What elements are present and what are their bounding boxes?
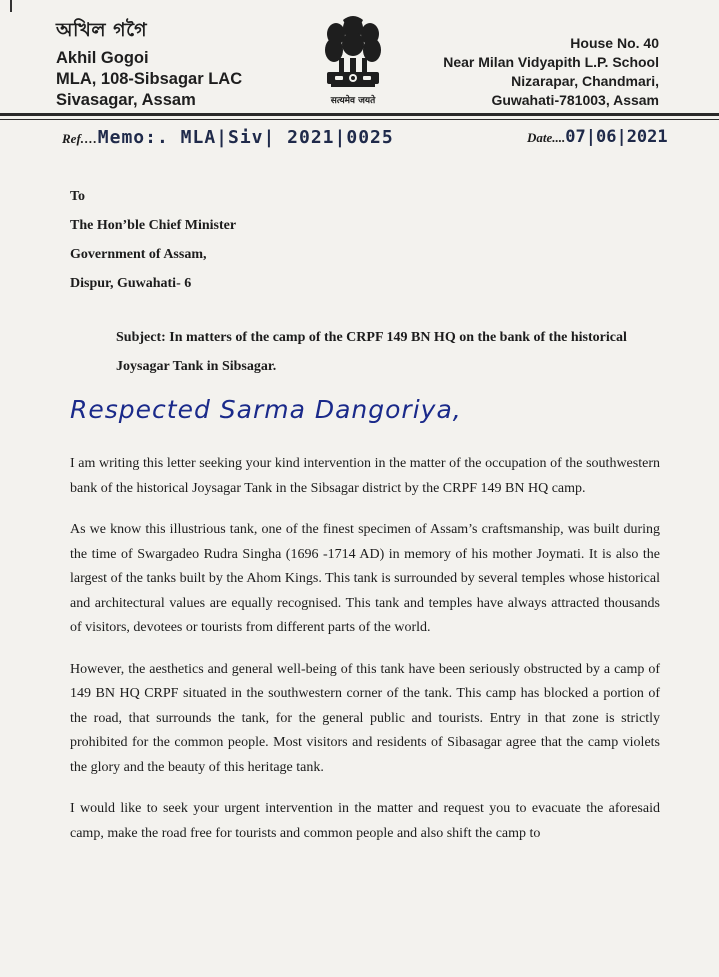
address-line: House No. 40 bbox=[570, 35, 659, 51]
header-rule-thick bbox=[0, 113, 719, 116]
recipient-block bbox=[70, 182, 236, 298]
sender-location: Sivasagar, Assam bbox=[56, 91, 196, 109]
letter-body bbox=[70, 452, 660, 863]
subject-line-2: Joysagar Tank in Sibsagar. bbox=[116, 359, 277, 374]
date-label: Date bbox=[527, 130, 553, 145]
ref-value: Memo:. MLA|Siv| 2021|0025 bbox=[97, 127, 394, 148]
recipient-line: Government of Assam, bbox=[70, 247, 207, 262]
recipient-line: The Hon’ble Chief Minister bbox=[70, 218, 237, 233]
margin-mark bbox=[10, 0, 12, 12]
sender-designation: MLA, 108-Sibsagar LAC bbox=[56, 70, 243, 88]
date-dots: .... bbox=[552, 130, 566, 145]
reference-number bbox=[62, 127, 394, 148]
header-rule-thin bbox=[0, 119, 719, 120]
address-line: Nizarapar, Chandmari, bbox=[511, 73, 659, 89]
recipient-line: Dispur, Guwahati- 6 bbox=[70, 276, 192, 291]
body-paragraph: I am writing this letter seeking your kind intervention in the matter of the occupation of the southwestern bank of the historical Joysagar Tank in the Sibsagar district by the CRPF 149 BN HQ camp. bbox=[70, 456, 660, 496]
sender-name: Akhil Gogoi bbox=[56, 49, 149, 67]
subject-line bbox=[116, 323, 676, 381]
ref-dots: .... bbox=[80, 131, 98, 146]
body-paragraph: As we know this illustrious tank, one of the finest specimen of Assam’s craftsmanship, was built during the time of Swargadeo Rudra Singha (1696 -1714 AD) in memory of his mother Joymati. It is also the largest of the tanks built by the Ahom Kings. This tank is surrounded by several temples whose historical and architectural values are equally recognised. This tank and temples have always attracted thousands of visitors, devotees or tourists from different parts of the world. bbox=[70, 522, 660, 635]
letter-date bbox=[527, 127, 668, 147]
date-value: 07|06|2021 bbox=[565, 127, 668, 147]
body-paragraph: I would like to seek your urgent intervention in the matter and request you to evacuate the aforesaid camp, make the road free for tourists and common people and also shift the camp to bbox=[70, 801, 660, 841]
letterhead-sender bbox=[56, 16, 242, 111]
salutation: Respected Sarma Dangoriya, bbox=[70, 395, 462, 424]
emblem-motto: सत्यमेव जयते bbox=[330, 96, 376, 106]
letterhead-address bbox=[443, 34, 659, 110]
body-paragraph: However, the aesthetics and general well-being of this tank have been seriously obstructed by a camp of 149 BN HQ CRPF situated in the southwestern corner of the tank. This camp has blocked a portion of the road, that surrounds the tank, for the general public and tourists. Entry in that zone is strictly prohibited for the common people. Most visitors and residents of Sibasagar agree that the camp violets the glory and the beauty of this heritage tank. bbox=[70, 661, 660, 775]
subject-line-1: Subject: In matters of the camp of the CRPF 149 BN HQ on the bank of the historical bbox=[116, 330, 627, 345]
address-line: Near Milan Vidyapith L.P. School bbox=[443, 54, 659, 70]
ref-label: Ref bbox=[62, 131, 81, 146]
address-line: Guwahati-781003, Assam bbox=[491, 92, 659, 108]
recipient-line: To bbox=[70, 189, 86, 204]
sender-name-bengali: অখিল গগৈ bbox=[56, 19, 148, 41]
